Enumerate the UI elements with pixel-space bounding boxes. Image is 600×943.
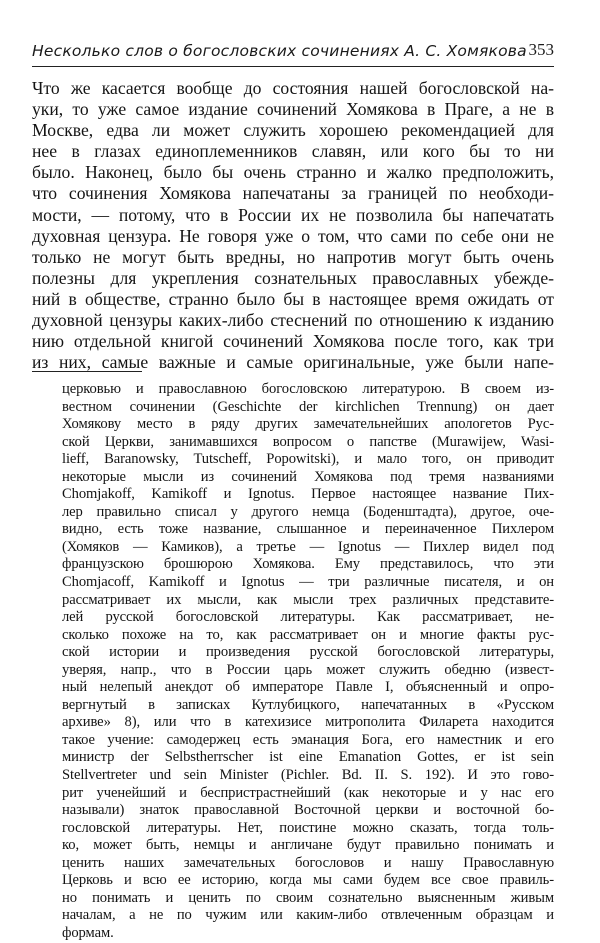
footnote-line: Chomjakoff, Kamikoff и Ignotus. Первое настоящее название Пих- — [62, 486, 554, 503]
footnote-line: ской Церкви, занимавшихся вопросом о папстве (Murawijew, Wasi- — [62, 433, 554, 450]
footnote-line: лей русской богословской литературы. Как рассматривает, не- — [62, 609, 554, 626]
footnote-divider — [32, 371, 142, 372]
text-line: духовная цензура. Не говоря уже о том, что сами по себе они не — [32, 225, 554, 246]
footnote-line: Церковь и всю ее историю, когда мы сами будем все свое правиль- — [62, 872, 554, 889]
footnote-line: лер правильно списал у другого немца (Боденштадта), другое, оче- — [62, 503, 554, 520]
footnote-line: ный нелепый анекдот об императоре Павле I, объясненный и опро- — [62, 679, 554, 696]
footnote-line: уверяя, напр., что в России царь может служить обедню (извест- — [62, 661, 554, 678]
footnote-line: началам, а не по чужим или каким-либо отвлеченным образцам и — [62, 907, 554, 924]
text-line: Москве, едва ли может служить хорошею рекомендацией для — [32, 120, 554, 141]
footnote-line: но понимать и ценить по своим сознательно выясненным живым — [62, 889, 554, 906]
footnote-line: ской истории и произведения русской богословской литературы, — [62, 644, 554, 661]
running-title: Несколько слов о богословских сочинениях А. С. Хомякова — [32, 42, 527, 60]
footnote-line: видно, есть тоже название, слышанное и переиначенное Пихлером — [62, 521, 554, 538]
running-header — [32, 36, 554, 67]
footnote-block — [62, 381, 554, 943]
footnote-line: ценить наших замечательных богословов и нашу Православную — [62, 854, 554, 871]
footnote-line: рит ученейший и беспристрастнейший (как некоторые и у нас его — [62, 784, 554, 801]
text-line: нию отдельной книгой сочинений Хомякова после того, как три — [32, 331, 554, 352]
footnote-line: Хомякову место в ряду других замечательнейших апологетов Рус- — [62, 416, 554, 433]
footnote-line: Chomjacoff, Kamikoff и Ignotus — три различные писателя, и он — [62, 574, 554, 591]
footnote-line: вергнутый в записках Кутлубицкого, напечатанных в «Русском — [62, 696, 554, 713]
footnote-line: lieff, Baranowsky, Tutscheff, Popowitski), и мало того, он приводит — [62, 451, 554, 468]
text-line: только не могут быть вредны, но напротив могут быть очень — [32, 246, 554, 267]
footnote-line: такое учение: самодержец есть эманация Бога, его наместник и его — [62, 731, 554, 748]
text-line: духовной цензуры каких-либо стеснений по отношению к изданию — [32, 310, 554, 331]
footnote-line: формам. — [62, 924, 114, 941]
footnote-line: Stellvertreter und sein Minister (Pichler. Bd. II. S. 192). И это гово- — [62, 767, 554, 784]
text-line: мости, — потому, что в России их не позволила бы напечатать — [32, 204, 554, 225]
text-line: нее в глазах единоплеменников славян, или кого бы то ни — [32, 141, 554, 162]
text-line: ний в обществе, странно было бы в настоящее время ожидать от — [32, 288, 554, 309]
footnote-line: сколько похоже на то, как рассматривает он и многие факты рус- — [62, 626, 554, 643]
footnote-line: церковью и православною богословскою литературою. В своем из- — [62, 381, 554, 397]
text-line: полезны для укрепления сознательных православных убежде- — [32, 267, 554, 288]
footnote-line: (Хомяков — Камиков), а третье — Ignotus — Пихлер видел под — [62, 538, 554, 555]
main-text-block — [32, 78, 554, 373]
footnote-line: называли) знаток православной Восточной церкви и восточной бо- — [62, 802, 554, 819]
text-line: из них, самые важные и самые оригинальные, уже были напе- — [32, 352, 554, 373]
footnote-line: гословской литературы. Нет, поистине можно сказать, тогда толь- — [62, 819, 554, 836]
footnote-line: некоторые мысли из сочинений Хомякова под тремя названиями — [62, 468, 554, 485]
footnote-line: министр der Selbstherrscher ist eine Emanation Gottes, er ist sein — [62, 749, 554, 766]
text-line: что сочинения Хомякова напечатаны за границей по необходи- — [32, 183, 554, 204]
text-line: уки, то уже самое издание сочинений Хомякова в Праге, а не в — [32, 99, 554, 120]
footnote-line: вестном сочинении (Geschichte der kirchlichen Trennung) он дает — [62, 398, 554, 415]
footnote-line: французскою брошюрою Хомякова. Ему представилось, что эти — [62, 556, 554, 573]
footnote-line: рассматривает их мысли, как мысли трех различных представите- — [62, 591, 554, 608]
text-line: было. Наконец, было бы очень странно и жалко предположить, — [32, 162, 554, 183]
footnote-line: ко, может быть, немцы и англичане будут правильно понимать и — [62, 837, 554, 854]
footnote-line: архиве» 8), или что в катехизисе митрополита Филарета находится — [62, 714, 554, 731]
page-number: 353 — [528, 40, 554, 59]
text-line: Что же касается вообще до состояния нашей богословской на- — [32, 78, 554, 98]
